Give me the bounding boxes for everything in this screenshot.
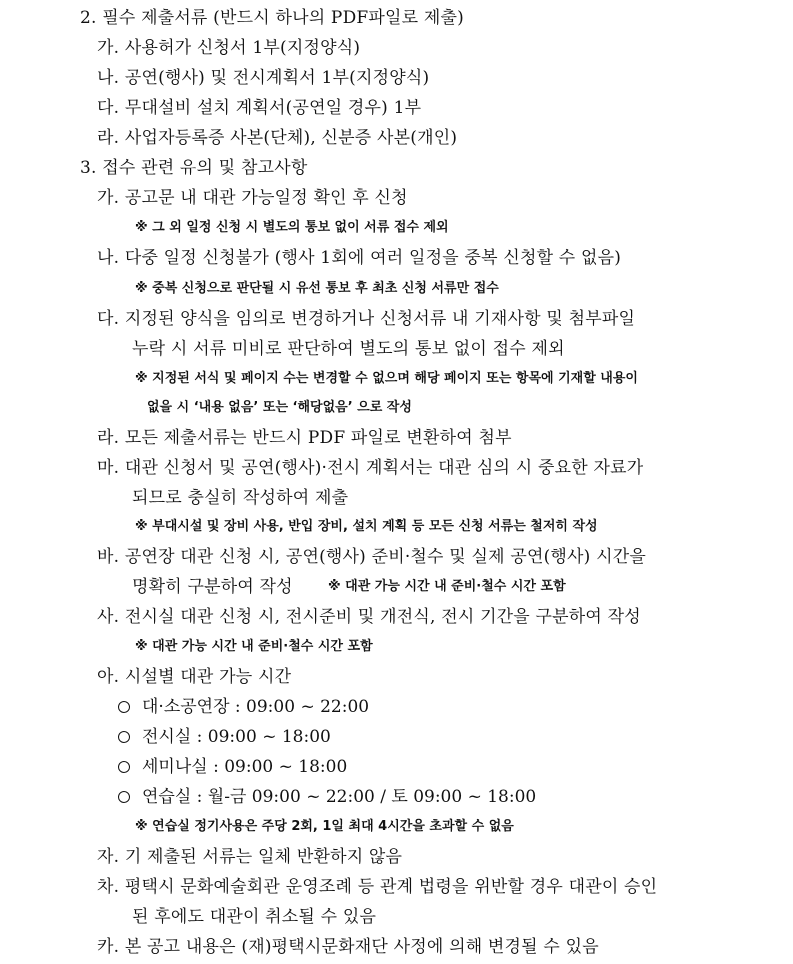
section-3-item-a: 아. 시설별 대관 가능 시간 [97, 667, 292, 687]
section-3-item-cha-line-2: 된 후에도 대관이 취소될 수 있음 [132, 907, 377, 927]
section-3-item-ja: 자. 기 제출된 서류는 일체 반환하지 않음 [97, 847, 403, 867]
hours-list-item [118, 696, 369, 718]
section-3-sa-note: ※ 대관 가능 시간 내 준비·철수 시간 포함 [135, 639, 373, 654]
section-2-item-da: 다. 무대설비 설치 계획서(공연일 경우) 1부 [97, 98, 422, 118]
circle-bullet-icon [118, 731, 130, 743]
section-3-ba-note: ※ 대관 가능 시간 내 준비·철수 시간 포함 [328, 579, 566, 594]
section-3-ma-note: ※ 부대시설 및 장비 사용, 반입 장비, 설치 계획 등 모든 신청 서류는 철저히 작성 [135, 519, 598, 534]
section-2-item-ga: 가. 사용허가 신청서 1부(지정양식) [97, 38, 361, 58]
section-2-item-na: 나. 공연(행사) 및 전시계획서 1부(지정양식) [97, 68, 430, 88]
section-3-a-note: ※ 연습실 정기사용은 주당 2회, 1일 최대 4시간을 초과할 수 없음 [135, 819, 514, 834]
section-3-heading: 3. 접수 관련 유의 및 참고사항 [80, 158, 308, 178]
section-3-na-note: ※ 중복 신청으로 판단될 시 유선 통보 후 최초 신청 서류만 접수 [135, 281, 499, 296]
hours-practice-room: 연습실 : 월-금 09:00 ~ 22:00 / 토 09:00 ~ 18:00 [142, 787, 537, 807]
hours-list-item [118, 756, 347, 778]
section-2-heading: 2. 필수 제출서류 (반드시 하나의 PDF파일로 제출) [80, 8, 464, 28]
circle-bullet-icon [118, 701, 130, 713]
hours-seminar-room: 세미나실 : 09:00 ~ 18:00 [142, 757, 348, 777]
circle-bullet-icon [118, 791, 130, 803]
section-3-item-ma-line-2: 되므로 충실히 작성하여 제출 [132, 488, 349, 508]
section-3-item-ba-line-1: 바. 공연장 대관 신청 시, 공연(행사) 준비·철수 및 실제 공연(행사) 시간을 [97, 547, 646, 567]
section-3-item-ka: 카. 본 공고 내용은 (재)평택시문화재단 사정에 의해 변경될 수 있음 [97, 937, 599, 957]
section-3-ga-note: ※ 그 외 일정 신청 시 별도의 통보 없이 서류 접수 제외 [135, 220, 449, 235]
section-3-item-ga: 가. 공고문 내 대관 가능일정 확인 후 신청 [97, 188, 408, 208]
section-3-item-da-line-2: 누락 시 서류 미비로 판단하여 별도의 통보 없이 접수 제외 [132, 339, 565, 359]
section-3-item-na: 나. 다중 일정 신청불가 (행사 1회에 여러 일정을 중복 신청할 수 없음) [97, 248, 622, 268]
hours-exhibition-room: 전시실 : 09:00 ~ 18:00 [142, 727, 331, 747]
hours-list-item [118, 786, 536, 808]
section-3-item-sa: 사. 전시실 대관 신청 시, 전시준비 및 개전식, 전시 기간을 구분하여 작성 [97, 607, 641, 627]
section-3-item-ra: 라. 모든 제출서류는 반드시 PDF 파일로 변환하여 첨부 [97, 428, 512, 448]
section-3-item-cha-line-1: 차. 평택시 문화예술회관 운영조례 등 관계 법령을 위반할 경우 대관이 승인 [97, 877, 658, 897]
circle-bullet-icon [118, 761, 130, 773]
section-3-item-ba-line-2: 명확히 구분하여 작성 [132, 577, 293, 597]
hours-performance-hall: 대·소공연장 : 09:00 ~ 22:00 [142, 697, 370, 717]
section-3-da-note-line-1: ※ 지정된 서식 및 페이지 수는 변경할 수 없으며 해당 페이지 또는 항목에 기재할 내용이 [135, 371, 638, 386]
section-3-item-da-line-1: 다. 지정된 양식을 임의로 변경하거나 신청서류 내 기재사항 및 첨부파일 [97, 309, 636, 329]
hours-list-item [118, 726, 331, 748]
section-3-item-ma-line-1: 마. 대관 신청서 및 공연(행사)·전시 계획서는 대관 심의 시 중요한 자료가 [97, 458, 644, 478]
section-2-item-ra: 라. 사업자등록증 사본(단체), 신분증 사본(개인) [97, 128, 458, 148]
section-3-da-note-line-2: 없을 시 ‘내용 없음’ 또는 ‘해당없음’ 으로 작성 [147, 400, 412, 415]
